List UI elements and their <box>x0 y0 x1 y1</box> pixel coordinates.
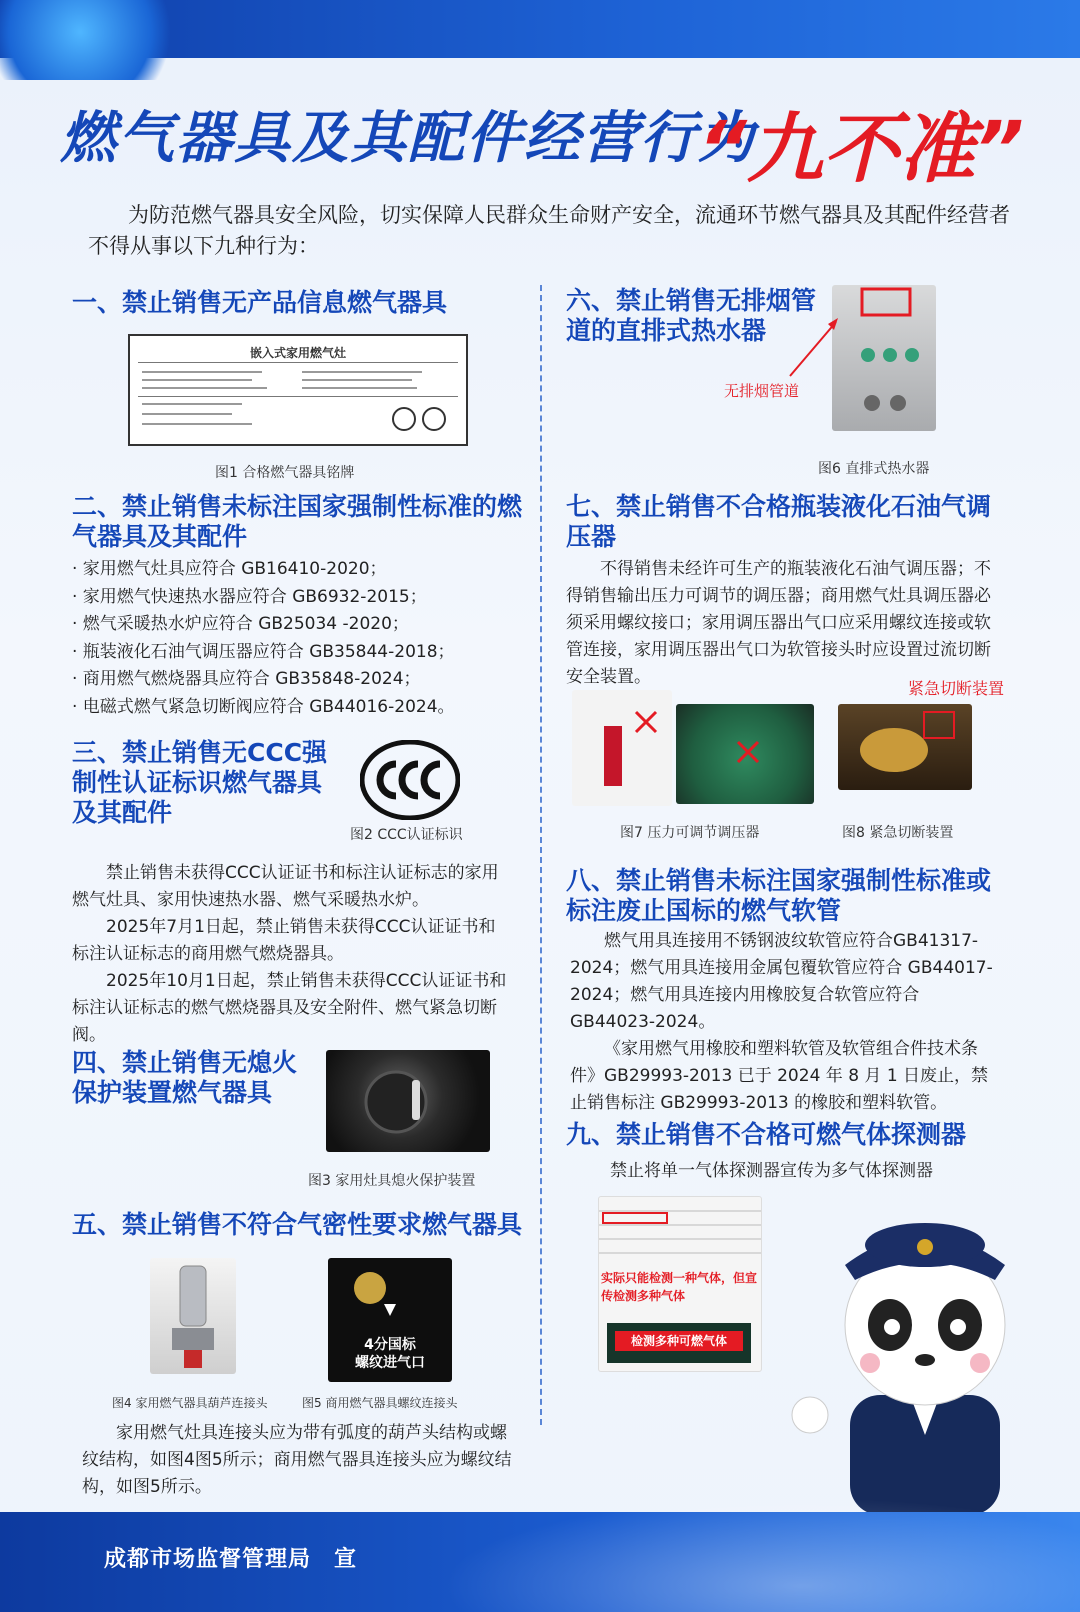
top-banner <box>0 0 1080 58</box>
list-item: · 瓶装液化石油气调压器应符合 GB35844-2018； <box>72 641 455 662</box>
figure-6-caption: 图6 直排式热水器 <box>818 461 930 477</box>
callout-arrow-icon <box>784 316 844 380</box>
list-item: · 家用燃气灶具应符合 GB16410-2020； <box>72 559 387 579</box>
intro-paragraph: 为防范燃气器具安全风险，切实保障人民群众生命财产安全，流通环节燃气器具及其配件经营者不得从事以下九种行为： <box>88 203 1010 258</box>
section-1-heading: 一、禁止销售无产品信息燃气器具 <box>72 288 448 317</box>
nameplate-line <box>138 362 458 363</box>
section-9-heading: 九、禁止销售不合格可燃气体探测器 <box>566 1120 967 1149</box>
section-8-paragraph-1: 燃气用具连接用不锈钢波纹软管应符合GB41317-2024；燃气用具连接用金属包覆软管应符合 GB44017-2024；燃气用具连接内用橡胶复合软管应符合 GB44023-2024。 <box>570 931 993 1032</box>
emergency-cutoff-photo <box>838 704 972 790</box>
section-3-paragraph-1: 禁止销售未获得CCC认证证书和标注认证标志的家用燃气灶具、家用快速热水器、燃气采暖热水炉。 <box>72 863 499 910</box>
section-3-paragraph-2: 2025年7月1日起，禁止销售未获得CCC认证证书和标注认证标志的商用燃气燃烧器具。 <box>72 917 496 964</box>
burner-icon <box>326 1050 490 1152</box>
gourd-connector-photo <box>150 1258 236 1374</box>
figure-3-caption: 图3 家用灶具熄火保护装置 <box>308 1173 476 1189</box>
list-item: · 燃气采暖热水炉应符合 GB25034 -2020； <box>72 614 409 634</box>
brass-regulator-icon <box>838 704 972 790</box>
page-title <box>60 88 1040 193</box>
figure-2-caption: 图2 CCC认证标识 <box>350 827 463 843</box>
section-7-heading: 七、禁止销售不合格瓶装液化石油气调压器 <box>566 492 992 551</box>
title-main: 燃气器具及其配件经营行为 <box>60 106 756 171</box>
footer-issuer: 成都市场监督管理局 宣 <box>104 1547 358 1572</box>
section-5-paragraph: 家用燃气灶具连接头应为带有弧度的葫芦头结构或螺纹结构，如图4图5所示；商用燃气器具连接头应为螺纹结构，如图5所示。 <box>82 1423 512 1497</box>
figure-1-caption: 图1 合格燃气器具铭牌 <box>215 465 355 481</box>
section-3-heading: 三、禁止销售无CCC强制性认证标识燃气器具及其配件 <box>72 738 328 827</box>
section-5-heading: 五、禁止销售不符合气密性要求燃气器具 <box>72 1210 523 1239</box>
section-9-paragraph: 禁止将单一气体探测器宣传为多气体探测器 <box>610 1161 933 1181</box>
no-flue-callout: 无排烟管道 <box>724 382 800 400</box>
list-item: · 商用燃气燃烧器具应符合 GB35848-2024； <box>72 669 421 689</box>
figure-5-caption: 图5 商用燃气器具螺纹连接头 <box>302 1396 458 1410</box>
nameplate-title: 嵌入式家用燃气灶 <box>249 346 346 360</box>
flame-protection-photo <box>326 1050 490 1152</box>
detector-box-label: 检测多种可燃气体 <box>615 1331 743 1351</box>
section-4-heading: 四、禁止销售无熄火保护装置燃气器具 <box>72 1048 298 1107</box>
footer-band <box>0 1512 1080 1612</box>
cutoff-callout: 紧急切断装置 <box>908 679 1005 698</box>
section-2-heading: 二、禁止销售未标注国家强制性标准的燃气器具及其配件 <box>72 492 523 551</box>
nameplate-text-lines <box>142 368 442 428</box>
gourd-connector-icon <box>150 1258 236 1374</box>
section-8-heading: 八、禁止销售未标注国家强制性标准或标注废止国标的燃气软管 <box>566 866 992 925</box>
section-6-heading: 六、禁止销售无排烟管道的直排式热水器 <box>566 286 817 345</box>
green-regulator-photo <box>676 704 814 804</box>
list-item: · 家用燃气快速热水器应符合 GB6932-2015； <box>72 586 427 607</box>
ccc-logo-icon <box>360 740 460 820</box>
adjustable-regulator-photo <box>572 690 672 806</box>
section-7-paragraph: 不得销售未经许可生产的瓶装液化石油气调压器；不得销售输出压力可调节的调压器；商用燃气灶具调压器必须采用螺纹接口；家用调压器出气口应采用螺纹连接或软管连接，家用调压器出气口为软管接头时应设置过流切断安全装置。 <box>566 559 991 687</box>
detector-red-note: 实际只能检测一种气体，但宣传检测多种气体 <box>601 1271 758 1303</box>
thread-overlay-text: 4分国标 螺纹进气口 <box>355 1337 425 1371</box>
green-regulator-icon <box>676 704 814 804</box>
figure-7-caption: 图7 压力可调节调压器 <box>620 825 760 841</box>
water-heater-icon <box>832 285 936 431</box>
nameplate-image <box>128 334 468 446</box>
figure-4-caption: 图4 家用燃气器具葫芦连接头 <box>112 1396 268 1410</box>
water-heater-photo <box>832 285 936 431</box>
red-regulator-icon <box>572 690 672 806</box>
section-3-paragraph-3: 2025年10月1日起，禁止销售未获得CCC认证证书和标注认证标志的燃气燃烧器具及安全附件、燃气紧急切断阀。 <box>72 971 507 1045</box>
standards-list <box>72 556 532 721</box>
section-8-paragraph-2: 《家用燃气用橡胶和塑料软管及软管组合件技术条件》GB29993-2013 已于 2024 年 8 月 1 日废止，禁止销售标注 GB29993-2013 的橡胶和塑料软管。 <box>570 1039 989 1113</box>
column-divider <box>540 285 542 1425</box>
figure-8-caption: 图8 紧急切断装置 <box>842 825 954 841</box>
thread-connector-photo <box>328 1258 452 1382</box>
detector-label-photo <box>598 1196 762 1372</box>
detector-spec-table <box>599 1197 761 1265</box>
panda-mascot-icon <box>780 1185 1080 1515</box>
list-item: · 电磁式燃气紧急切断阀应符合 GB44016-2024。 <box>72 696 455 717</box>
title-highlight: “九不准” <box>698 104 1024 193</box>
